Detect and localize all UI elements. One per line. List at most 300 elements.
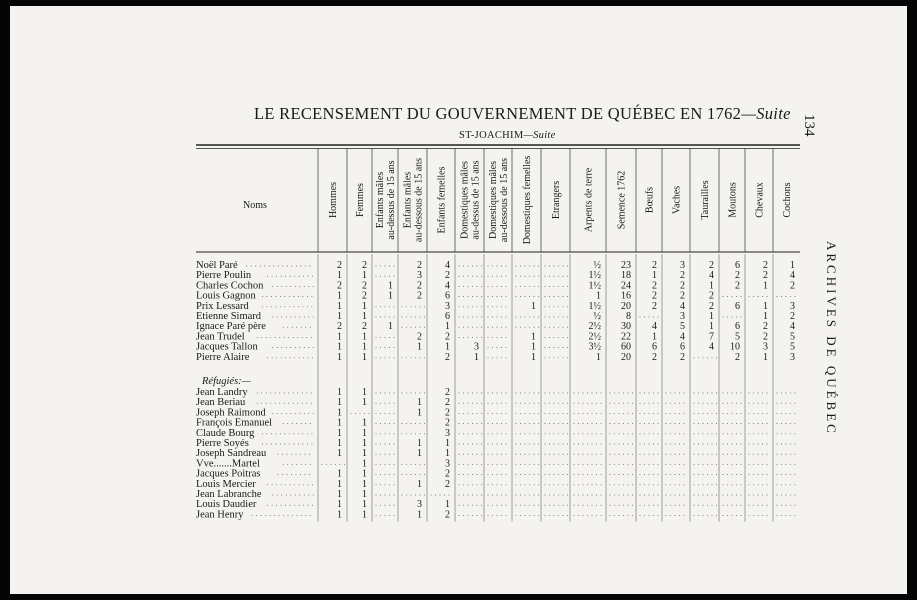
leader-dot — [675, 515, 676, 516]
leader-dot — [284, 393, 285, 394]
leader-dot — [583, 515, 584, 516]
refugie-cell: 1 — [362, 397, 367, 409]
leader-dot — [516, 393, 517, 394]
leader-dot — [578, 423, 579, 424]
leader-dot — [583, 403, 584, 404]
refugie-cell: 1 — [445, 499, 450, 511]
leader-dot — [488, 474, 489, 475]
leader-dot — [406, 433, 407, 434]
leader-dot — [640, 505, 641, 506]
refugie-cell: 1 — [362, 417, 367, 429]
leader-dot — [294, 505, 295, 506]
leader-dot — [309, 474, 310, 475]
leader-dot — [468, 495, 469, 496]
leader-dot — [506, 464, 507, 465]
leader-dot — [463, 444, 464, 445]
leader-dot — [286, 495, 287, 496]
leader-dot — [481, 433, 482, 434]
leader-dot — [272, 347, 273, 348]
leader-dot — [592, 393, 593, 394]
leader-dot — [287, 464, 288, 465]
leader-dot — [420, 393, 421, 394]
resident-cell: 2 — [709, 260, 714, 271]
leader-dot — [741, 393, 742, 394]
leader-dot — [753, 433, 754, 434]
leader-dot — [727, 515, 728, 516]
leader-dot — [554, 266, 555, 267]
leader-dot — [286, 347, 287, 348]
leader-dot — [549, 403, 550, 404]
leader-dot — [753, 505, 754, 506]
leader-dot — [402, 495, 403, 496]
resident-row-name: Charles Cochon — [196, 280, 264, 292]
leader-dot — [420, 464, 421, 465]
leader-dot — [790, 454, 791, 455]
leader-dot — [545, 515, 546, 516]
leader-dot — [753, 495, 754, 496]
leader-dot — [501, 464, 502, 465]
leader-dot — [488, 505, 489, 506]
leader-dot — [549, 347, 550, 348]
leader-dot — [272, 357, 273, 358]
resident-cell: 2 — [362, 321, 367, 333]
leader-dot — [380, 337, 381, 338]
leader-dot — [406, 306, 407, 307]
leader-dot — [658, 474, 659, 475]
leader-dot — [376, 276, 377, 277]
leader-dot — [610, 433, 611, 434]
leader-dot — [376, 357, 377, 358]
leader-dot — [614, 464, 615, 465]
leader-dot — [394, 484, 395, 485]
resident-cell: 2 — [735, 351, 740, 363]
leader-dot — [675, 403, 676, 404]
leader-dot — [587, 403, 588, 404]
leader-dot — [574, 495, 575, 496]
leader-dot — [477, 515, 478, 516]
leader-dot — [567, 474, 568, 475]
leader-dot — [545, 505, 546, 506]
leader-dot — [653, 403, 654, 404]
leader-dot — [272, 413, 273, 414]
leader-dot — [628, 454, 629, 455]
leader-dot — [477, 393, 478, 394]
leader-dot — [727, 505, 728, 506]
leader-dot — [795, 423, 796, 424]
leader-dot — [732, 505, 733, 506]
leader-dot — [534, 403, 535, 404]
leader-dot — [277, 317, 278, 318]
leader-dot — [492, 505, 493, 506]
leader-dot — [758, 296, 759, 297]
refugie-cell: 1 — [362, 438, 367, 449]
column-header: Cochons — [782, 182, 793, 218]
leader-dot — [554, 464, 555, 465]
leader-dot — [781, 495, 782, 496]
leader-dot — [587, 393, 588, 394]
leader-dot — [545, 444, 546, 445]
leader-dot — [402, 393, 403, 394]
leader-dot — [795, 413, 796, 414]
leader-dot — [549, 484, 550, 485]
leader-dot — [282, 454, 283, 455]
leader-dot — [698, 464, 699, 465]
resident-cell: 4 — [652, 321, 657, 333]
resident-cell: 1 — [531, 341, 536, 353]
leader-dot — [727, 495, 728, 496]
leader-dot — [707, 484, 708, 485]
leader-dot — [477, 464, 478, 465]
leader-dot — [644, 423, 645, 424]
leader-dot — [290, 317, 291, 318]
leader-dot — [463, 464, 464, 465]
leader-dot — [694, 505, 695, 506]
leader-dot — [694, 393, 695, 394]
resident-row-name: Pierre Poulin — [196, 270, 252, 282]
leader-dot — [520, 433, 521, 434]
leader-dot — [497, 505, 498, 506]
leader-dot — [529, 393, 530, 394]
leader-dot — [723, 464, 724, 465]
leader-dot — [529, 484, 530, 485]
leader-dot — [516, 444, 517, 445]
leader-dot — [424, 495, 425, 496]
leader-dot — [574, 464, 575, 465]
leader-dot — [786, 433, 787, 434]
leader-dot — [380, 357, 381, 358]
leader-dot — [781, 433, 782, 434]
leader-dot — [389, 505, 390, 506]
leader-dot — [459, 444, 460, 445]
leader-dot — [270, 393, 271, 394]
leader-dot — [644, 413, 645, 414]
leader-dot — [272, 317, 273, 318]
leader-dot — [558, 495, 559, 496]
leader-dot — [592, 474, 593, 475]
leader-dot — [563, 505, 564, 506]
refugie-cell: 1 — [417, 478, 422, 490]
leader-dot — [649, 474, 650, 475]
leader-dot — [266, 296, 267, 297]
leader-dot — [619, 454, 620, 455]
leader-dot — [736, 464, 737, 465]
leader-dot — [302, 433, 303, 434]
leader-dot — [301, 464, 302, 465]
resident-cell: 1 — [763, 280, 768, 292]
leader-dot — [313, 347, 314, 348]
leader-dot — [795, 433, 796, 434]
leader-dot — [716, 505, 717, 506]
leader-dot — [649, 317, 650, 318]
leader-dot — [666, 495, 667, 496]
leader-dot — [753, 413, 754, 414]
resident-cell: 1 — [362, 311, 367, 322]
leader-dot — [698, 454, 699, 455]
leader-dot — [308, 276, 309, 277]
leader-dot — [614, 433, 615, 434]
leader-dot — [707, 474, 708, 475]
leader-dot — [781, 393, 782, 394]
resident-cell: 10 — [730, 341, 740, 353]
resident-cell: 6 — [680, 341, 685, 353]
leader-dot — [619, 484, 620, 485]
leader-dot — [297, 337, 298, 338]
leader-dot — [293, 393, 294, 394]
leader-dot — [477, 327, 478, 328]
leader-dot — [463, 454, 464, 455]
refugie-cell: 2 — [445, 417, 450, 429]
leader-dot — [549, 296, 550, 297]
leader-dot — [284, 306, 285, 307]
leader-dot — [628, 423, 629, 424]
leader-dot — [698, 495, 699, 496]
leader-dot — [545, 337, 546, 338]
leader-dot — [554, 337, 555, 338]
leader-dot — [271, 433, 272, 434]
leader-dot — [777, 454, 778, 455]
refugie-cell: 1 — [337, 387, 342, 398]
resident-cell: 2 — [763, 260, 768, 271]
leader-dot — [275, 433, 276, 434]
resident-cell: 1½ — [588, 300, 601, 312]
leader-dot — [601, 413, 602, 414]
leader-dot — [394, 495, 395, 496]
leader-dot — [679, 403, 680, 404]
leader-dot — [675, 464, 676, 465]
leader-dot — [644, 474, 645, 475]
leader-dot — [666, 505, 667, 506]
leader-dot — [302, 296, 303, 297]
leader-dot — [538, 317, 539, 318]
resident-cell: 1 — [445, 321, 450, 333]
resident-cell: 2 — [652, 351, 657, 363]
leader-dot — [380, 266, 381, 267]
leader-dot — [723, 505, 724, 506]
leader-dot — [534, 484, 535, 485]
leader-dot — [558, 286, 559, 287]
leader-dot — [712, 403, 713, 404]
leader-dot — [481, 464, 482, 465]
leader-dot — [583, 444, 584, 445]
leader-dot — [492, 403, 493, 404]
leader-dot — [694, 515, 695, 516]
leader-dot — [394, 393, 395, 394]
leader-dot — [463, 484, 464, 485]
leader-dot — [558, 317, 559, 318]
leader-dot — [270, 337, 271, 338]
refugie-cell: 1 — [417, 397, 422, 409]
resident-cell: 3 — [763, 341, 768, 353]
leader-dot — [753, 474, 754, 475]
refugies-heading: Réfugiés:— — [202, 376, 251, 387]
leader-dot — [389, 266, 390, 267]
leader-dot — [481, 474, 482, 475]
resident-cell: 1 — [445, 341, 450, 353]
leader-dot — [732, 454, 733, 455]
leader-dot — [492, 413, 493, 414]
leader-dot — [554, 296, 555, 297]
refugie-cell: 1 — [337, 489, 342, 500]
leader-dot — [727, 423, 728, 424]
leader-dot — [723, 515, 724, 516]
leader-dot — [707, 393, 708, 394]
leader-dot — [554, 357, 555, 358]
leader-dot — [558, 357, 559, 358]
leader-dot — [406, 464, 407, 465]
refugie-cell: 1 — [362, 448, 367, 460]
leader-dot — [477, 484, 478, 485]
leader-dot — [628, 484, 629, 485]
leader-dot — [481, 403, 482, 404]
leader-dot — [786, 454, 787, 455]
leader-dot — [394, 454, 395, 455]
resident-cell: 1 — [596, 290, 601, 302]
leader-dot — [264, 266, 265, 267]
leader-dot — [549, 423, 550, 424]
leader-dot — [279, 515, 280, 516]
leader-dot — [312, 276, 313, 277]
leader-dot — [684, 515, 685, 516]
column-header: au-dessus de 15 ans — [386, 160, 397, 240]
leader-dot — [567, 505, 568, 506]
leader-dot — [666, 484, 667, 485]
resident-cell: 1 — [474, 351, 479, 363]
leader-dot — [468, 266, 469, 267]
leader-dot — [538, 474, 539, 475]
leader-dot — [293, 403, 294, 404]
leader-dot — [558, 505, 559, 506]
leader-dot — [270, 515, 271, 516]
leader-dot — [628, 393, 629, 394]
leader-dot — [558, 337, 559, 338]
leader-dot — [310, 515, 311, 516]
leader-dot — [578, 515, 579, 516]
leader-dot — [534, 286, 535, 287]
leader-dot — [468, 327, 469, 328]
leader-dot — [300, 474, 301, 475]
leader-dot — [534, 464, 535, 465]
leader-dot — [389, 423, 390, 424]
resident-cell: 1 — [362, 270, 367, 282]
resident-cell: 3 — [790, 300, 795, 312]
leader-dot — [424, 423, 425, 424]
leader-dot — [385, 266, 386, 267]
leader-dot — [385, 433, 386, 434]
leader-dot — [459, 393, 460, 394]
leader-dot — [538, 505, 539, 506]
leader-dot — [380, 276, 381, 277]
leader-dot — [385, 515, 386, 516]
leader-dot — [297, 403, 298, 404]
resident-cell: 20 — [621, 300, 631, 312]
leader-dot — [276, 505, 277, 506]
resident-cell: 1 — [337, 311, 342, 322]
leader-dot — [567, 317, 568, 318]
leader-dot — [525, 454, 526, 455]
refugie-cell: 3 — [417, 499, 422, 511]
resident-row-name: Pierre Alaire — [196, 351, 250, 363]
leader-dot — [767, 454, 768, 455]
leader-dot — [596, 423, 597, 424]
leader-dot — [463, 433, 464, 434]
resident-cell: 20 — [621, 351, 631, 363]
leader-dot — [380, 454, 381, 455]
leader-dot — [506, 286, 507, 287]
resident-cell: 60 — [621, 341, 631, 353]
leader-dot — [472, 317, 473, 318]
subtitle-main: ST-JOACHIM — [459, 130, 524, 141]
leader-dot — [623, 413, 624, 414]
leader-dot — [777, 474, 778, 475]
leader-dot — [549, 464, 550, 465]
leader-dot — [614, 413, 615, 414]
leader-dot — [749, 413, 750, 414]
leader-dot — [567, 296, 568, 297]
resident-cell: 2 — [652, 290, 657, 302]
leader-dot — [525, 393, 526, 394]
leader-dot — [716, 454, 717, 455]
leader-dot — [262, 296, 263, 297]
leader-dot — [563, 464, 564, 465]
leader-dot — [670, 484, 671, 485]
refugie-cell: 1 — [337, 499, 342, 511]
leader-dot — [406, 423, 407, 424]
leader-dot — [506, 357, 507, 358]
leader-dot — [420, 433, 421, 434]
leader-dot — [538, 423, 539, 424]
leader-dot — [394, 357, 395, 358]
leader-dot — [698, 413, 699, 414]
leader-dot — [472, 276, 473, 277]
column-header: Vaches — [671, 185, 683, 215]
leader-dot — [472, 444, 473, 445]
leader-dot — [736, 444, 737, 445]
leader-dot — [488, 413, 489, 414]
leader-dot — [614, 423, 615, 424]
leader-dot — [712, 444, 713, 445]
leader-dot — [280, 296, 281, 297]
leader-dot — [666, 403, 667, 404]
leader-dot — [376, 495, 377, 496]
leader-dot — [649, 423, 650, 424]
leader-dot — [311, 444, 312, 445]
column-header: Enfants femelles — [436, 166, 448, 234]
resident-cell: 1 — [596, 351, 601, 363]
leader-dot — [684, 423, 685, 424]
leader-dot — [529, 433, 530, 434]
leader-dot — [601, 495, 602, 496]
refugie-cell: 1 — [337, 448, 342, 460]
leader-dot — [472, 266, 473, 267]
leader-dot — [472, 296, 473, 297]
leader-dot — [257, 403, 258, 404]
leader-dot — [781, 444, 782, 445]
leader-dot — [394, 505, 395, 506]
leader-dot — [703, 433, 704, 434]
column-header: Enfants mâles — [375, 171, 386, 229]
leader-dot — [459, 317, 460, 318]
leader-dot — [266, 403, 267, 404]
leader-dot — [574, 444, 575, 445]
leader-dot — [712, 505, 713, 506]
leader-dot — [411, 495, 412, 496]
leader-dot — [308, 495, 309, 496]
leader-dot — [481, 317, 482, 318]
leader-dot — [694, 454, 695, 455]
leader-dot — [698, 474, 699, 475]
leader-dot — [394, 266, 395, 267]
refugie-cell: 1 — [337, 509, 342, 521]
